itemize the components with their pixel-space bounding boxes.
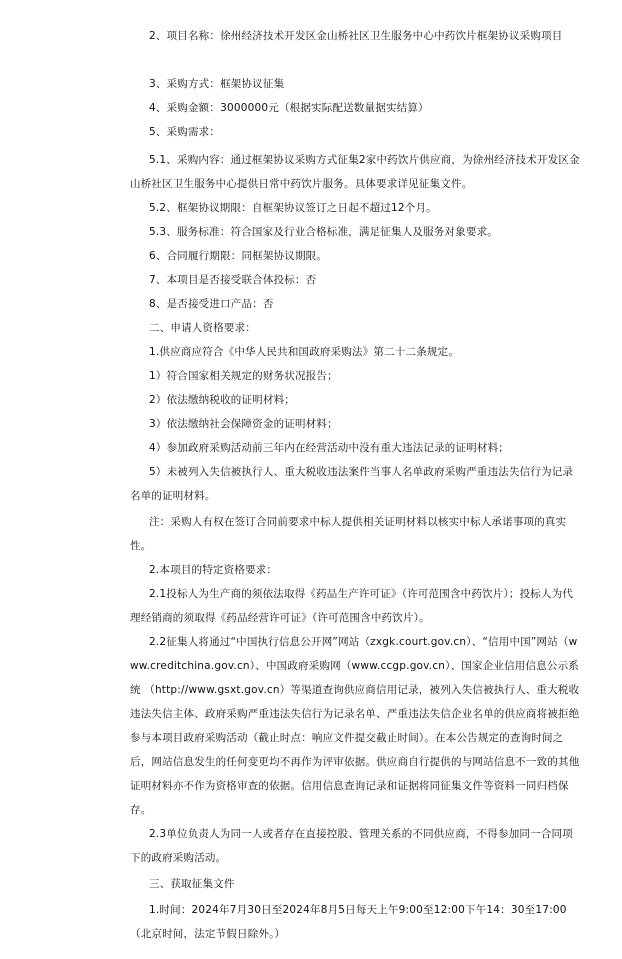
list-item-financial-report: 1）符合国家相关规定的财务状况报告； [149, 370, 338, 382]
paragraph-agreement-term: 5.2、框架协议期限：自框架协议签订之日起不超过12个月。 [149, 202, 437, 214]
paragraph-project-name: 2、项目名称：徐州经济技术开发区金山桥社区卫生服务中心中药饮片框架协议采购项目 [149, 30, 563, 42]
list-item-no-violation-proof: 4）参加政府采购活动前三年内在经营活动中没有重大违法记录的证明材料； [149, 442, 509, 454]
list-item-tax-proof: 2）依法缴纳税收的证明材料； [149, 394, 295, 406]
paragraph-procurement-method: 3、采购方式：框架协议征集 [149, 78, 285, 90]
paragraph-procurement-requirements: 5、采购需求： [149, 126, 221, 138]
paragraph-note: 注：采购人有权在签订合同前要求中标人提供相关证明材料以核实中标人承诺事项的真实性。 [130, 516, 567, 552]
paragraph-law-compliance: 1.供应商应符合《中华人民共和国政府采购法》第二十二条规定。 [149, 346, 460, 358]
paragraph-license-requirement: 2.1投标人为生产商的须依法取得《药品生产许可证》（许可范围含中药饮片）；投标人为代理经销商的须取得《药品经营许可证》（许可范围含中药饮片）。 [130, 588, 574, 624]
paragraph-specific-qualifications: 2.本项目的特定资格要求： [149, 564, 278, 576]
paragraph-credit-check: 2.2征集人将通过“中国执行信息公开网”网站（zxgk.court.gov.cn）、“信用中国”网站（www.creditchina.gov.cn）、中国政府采购网（www.ccgp.gov.cn）、国家企业信用信息公示系统 （http://www.gsxt.gov.cn）等渠道查询供应商信用记录，被列入失信被执行人、重大税收违法失信主体、政府采购严重违法失信行为记录名单、严重违法失信企业名单的供应商将被拒绝参与本项目政府采购活动（截止时点：响应文件提交截止时间）。在本公告规定的查询时间之后，网站信息发生的任何变更均不再作为评审依据。供应商自行提供的与网站信息不一致的其他证明材料亦不作为资格审查的依据。信用信息查询记录和证据将同征集文件等资料一同归档保存。 [130, 636, 580, 816]
paragraph-content: 5.1、采购内容：通过框架协议采购方式征集2家中药饮片供应商，为徐州经济技术开发区金山桥社区卫生服务中心提供日常中药饮片服务。具体要求详见征集文件。 [130, 154, 580, 190]
paragraph-joint-bid: 7、本项目是否接受联合体投标：否 [149, 274, 317, 286]
paragraph-service-standard: 5.3、服务标准：符合国家及行业合格标准，满足征集人及服务对象要求。 [149, 226, 498, 238]
section-heading-qualifications: 二、申请人资格要求： [149, 322, 256, 334]
paragraph-time: 1.时间：2024年7月30日至2024年8月5日每天上午9:00至12:00下午14：30至17:00（北京时间，法定节假日除外。） [130, 904, 567, 940]
list-item-social-security-proof: 3）依法缴纳社会保障资金的证明材料； [149, 418, 338, 430]
paragraph-imported-products: 8、是否接受进口产品：否 [149, 298, 274, 310]
section-heading-obtain-documents: 三、获取征集文件 [149, 878, 235, 890]
paragraph-related-parties: 2.3单位负责人为同一人或者存在直接控股、管理关系的不同供应商，不得参加同一合同项下的政府采购活动。 [130, 828, 573, 864]
list-item-not-blacklisted: 5）未被列入失信被执行人、重大税收违法案件当事人名单政府采购严重违法失信行为记录名单的证明材料。 [130, 466, 574, 502]
paragraph-contract-term: 6、合同履行期限：同框架协议期限。 [149, 250, 328, 262]
paragraph-procurement-amount: 4、采购金额：3000000元（根据实际配送数量据实结算） [149, 102, 429, 114]
